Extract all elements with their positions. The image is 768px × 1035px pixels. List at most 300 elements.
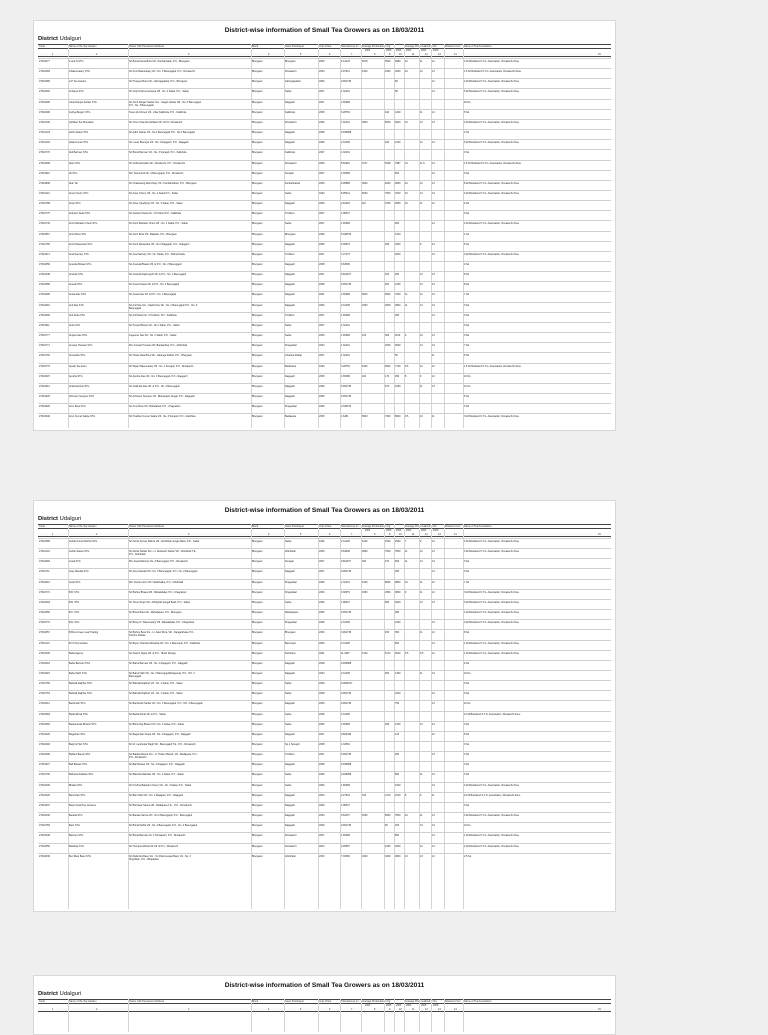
cell-code: 27010765 bbox=[39, 242, 50, 246]
cell-p3: 120 bbox=[395, 732, 400, 736]
cell-year: 2007 bbox=[319, 732, 325, 736]
cell-code: 27010925 bbox=[39, 394, 50, 398]
cell-p2: 2000 bbox=[385, 344, 391, 348]
year-sub-header: 2004 bbox=[406, 529, 412, 532]
cell-code: 27010749 bbox=[39, 222, 50, 226]
cell-gp: Sabai bbox=[285, 334, 292, 338]
cell-p3: 7000 bbox=[395, 293, 401, 297]
cell-owner-line-2: P.O - Dimakuchi bbox=[129, 756, 147, 760]
cell-r2: 9 bbox=[420, 374, 422, 378]
cell-gp: Timbbuti bbox=[285, 753, 295, 757]
column-header: Average Price realized in Rs. bbox=[405, 525, 438, 528]
cell-gp: Khagrabari bbox=[285, 590, 297, 594]
table-row bbox=[38, 99, 611, 107]
column-header: Block bbox=[252, 525, 259, 528]
cell-owner: Sri Badal Rimal Vill. & P.O - Sabai bbox=[129, 712, 166, 716]
cell-land: 1.32231 bbox=[341, 354, 350, 358]
column-header: Average Production in Kg bbox=[362, 45, 391, 48]
column-number: 7 bbox=[351, 53, 353, 56]
cell-name: Bagarhari STG bbox=[69, 732, 86, 736]
cell-assoc: 7 No bbox=[464, 293, 470, 297]
cell-gp: Rajagarh bbox=[285, 394, 295, 398]
year-sub-header: 2006 bbox=[433, 1004, 439, 1007]
column-header: Average Price realized in Rs. bbox=[405, 1000, 438, 1003]
cell-r2: 12 bbox=[420, 344, 423, 348]
cell-r3: 13 bbox=[432, 702, 435, 706]
cell-r1: 9 bbox=[405, 334, 407, 338]
cell-land: 3.63636 bbox=[341, 263, 350, 266]
cell-assoc: 3 No bbox=[464, 753, 470, 757]
cell-p1: 100 bbox=[362, 374, 367, 378]
cell-p2: 3750 bbox=[385, 202, 391, 206]
cell-name: Babulal Rajbhar STG bbox=[69, 682, 93, 686]
table-row bbox=[38, 660, 611, 668]
table-row bbox=[38, 599, 611, 607]
column-number: 1 bbox=[52, 53, 54, 56]
column-header: Gaon Panchayat bbox=[285, 45, 304, 48]
column-header: Name of Tea Association bbox=[464, 1000, 492, 1003]
cell-block: Bhergaon bbox=[252, 682, 263, 686]
cell-r3: 14 bbox=[432, 141, 435, 145]
column-header: Year of Est. bbox=[319, 525, 332, 528]
cell-name: Bagh & Hari STG bbox=[69, 743, 88, 746]
cell-block: Bhergaon bbox=[252, 110, 263, 114]
year-sub-header: 2005 bbox=[386, 49, 392, 52]
table-row bbox=[38, 853, 611, 861]
cell-owner: Sri Amrit Bora Vill - Balabari, P.O - Bhergaon bbox=[129, 232, 178, 236]
cell-land: 2.31405 bbox=[341, 303, 350, 307]
cell-p1: 2800 bbox=[362, 550, 368, 554]
cell-year: 2001 bbox=[319, 651, 325, 655]
cell-block: Bhergaon bbox=[252, 384, 263, 388]
cell-r1: 10 bbox=[405, 814, 408, 818]
cell-code: 27010012 bbox=[39, 702, 50, 706]
cell-block: Bhergaon bbox=[252, 803, 263, 807]
cell-code: 27010971 bbox=[39, 252, 50, 256]
cell-name: Babul Barman STG bbox=[69, 661, 91, 665]
column-number: 2 bbox=[96, 53, 98, 56]
cell-owner: Sri Amar Upadhyay Vill - No. 3 Sabai, P.O - Sabai bbox=[129, 202, 183, 206]
cell-gp: Rajagarh bbox=[285, 263, 295, 266]
table-row bbox=[38, 291, 611, 299]
cell-owner: Sri Ananda Rajbongshi Vill. & P.O - No. 2 Barengajuli bbox=[129, 273, 187, 277]
cell-assoc: 5 No bbox=[464, 242, 470, 246]
cell-r3: 13 bbox=[432, 90, 435, 94]
cell-p3: 250 bbox=[395, 313, 400, 317]
cell-code: 27010616 bbox=[39, 580, 50, 584]
cell-code: 27010695 bbox=[39, 293, 50, 297]
cell-p3: 7600 bbox=[395, 191, 401, 195]
cell-p2: 470 bbox=[385, 560, 390, 564]
cell-owner: Sri Babul Barman Vill - No. 2 Rajagarh, P.O - Rajagarh bbox=[129, 661, 188, 665]
table-row bbox=[38, 261, 611, 269]
table-row bbox=[38, 109, 611, 117]
cell-block: Bhergaon bbox=[252, 364, 263, 368]
cell-r2: 10 bbox=[420, 334, 423, 338]
column-number: 10 bbox=[399, 533, 402, 536]
cell-gp: Charsha Pathar bbox=[285, 354, 303, 358]
cell-gp: Rajagarh bbox=[285, 293, 295, 297]
cell-name: Aftab Kumar STG bbox=[69, 141, 89, 145]
cell-p1: 310 bbox=[362, 793, 367, 797]
cell-code: 27010657 bbox=[39, 631, 50, 635]
cell-code: 27010759 bbox=[39, 682, 50, 686]
column-number: 15 bbox=[598, 53, 601, 56]
cell-p3: 4850 bbox=[395, 202, 401, 206]
column-number: 11 bbox=[412, 533, 415, 536]
cell-land: 0.661157 bbox=[341, 560, 351, 564]
cell-block: Bhergaon bbox=[252, 354, 263, 358]
year-sub-header: 2004 bbox=[365, 49, 371, 52]
cell-year: 2005 bbox=[319, 550, 325, 554]
year-sub-header: 2006 bbox=[396, 49, 402, 52]
cell-assoc: 1.5 All Bodoland S.T.G. Association, Dimakuchi Zone bbox=[464, 161, 522, 165]
cell-block: Bhergaon bbox=[252, 344, 263, 348]
cell-code: 27010083 bbox=[39, 70, 50, 74]
column-header: Owner with Permanent Address bbox=[129, 1000, 165, 1003]
table-row bbox=[38, 670, 611, 678]
cell-r3: 12 bbox=[432, 732, 435, 736]
cell-land: 1.32231 bbox=[341, 323, 350, 327]
cell-year: 2007 bbox=[319, 753, 325, 757]
column-header: Average Production in Kg bbox=[362, 1000, 391, 1003]
table-row bbox=[38, 200, 611, 208]
cell-assoc: 3 All Bodoland S.T.G. Association, Dimakuchi Zone bbox=[464, 600, 520, 604]
cell-year: 1990 bbox=[319, 540, 325, 543]
cell-land: 1.98347 bbox=[341, 600, 350, 604]
cell-block: Bhergaon bbox=[252, 60, 263, 63]
cell-code: 27010912 bbox=[39, 384, 50, 388]
cell-land: 3.28752 bbox=[341, 364, 350, 368]
district-name: Udalguri bbox=[59, 516, 82, 522]
cell-name: Barman STG bbox=[69, 834, 84, 838]
table-row bbox=[38, 589, 611, 597]
cell-name: Asraf STG bbox=[69, 580, 81, 584]
cell-code: 27010696 bbox=[39, 313, 50, 317]
column-number: 11 bbox=[412, 53, 415, 56]
cell-assoc: 2 All Bodoland S.T.G. Association, Dimakuchi Zone bbox=[464, 120, 520, 124]
cell-p3: 4800 bbox=[395, 854, 401, 858]
cell-land: 3.30579 bbox=[341, 590, 350, 594]
cell-p2: 2000 bbox=[385, 540, 391, 543]
column-header: Average Production in Kg bbox=[362, 525, 391, 528]
cell-year: 2009 bbox=[319, 803, 325, 807]
cell-name: Bali Biswas STG bbox=[69, 763, 88, 767]
column-number: 10 bbox=[399, 53, 402, 56]
cell-name: Babul Nath STG bbox=[69, 671, 87, 675]
cell-r3: 13 bbox=[432, 344, 435, 348]
cell-owner: Sri Pradhan Kumar Saikia Vill - No. 3 Sonajuli, P.O - Kalikhola bbox=[129, 415, 196, 419]
cell-year: 2009 bbox=[319, 824, 325, 828]
cell-name: Arabinda Das STG bbox=[69, 384, 90, 388]
cell-assoc: 8 No bbox=[464, 283, 470, 287]
cell-block: Bhergaon bbox=[252, 753, 263, 757]
cell-name: Anjana Sas STG bbox=[69, 334, 88, 338]
table-row bbox=[38, 721, 611, 729]
cell-r3: 13 bbox=[432, 570, 435, 574]
cell-code: 27010694 bbox=[39, 560, 50, 564]
column-header: Code bbox=[39, 525, 45, 528]
cell-block: Bhergaon bbox=[252, 90, 263, 94]
cell-owner: Sri Okela Nara Bora Vill - Jabanga Pathar, P.O - Bhergaon bbox=[129, 354, 192, 358]
table-row bbox=[38, 210, 611, 218]
cell-assoc: 1 All Bodoland S.T.G. Association, Dimakuchi Zone bbox=[464, 641, 520, 645]
cell-p2: 7300 bbox=[385, 415, 391, 419]
column-header: Average Price realized in Rs. bbox=[405, 45, 438, 48]
cell-p2: 8050 bbox=[385, 580, 391, 584]
cell-year: 2006 bbox=[319, 600, 325, 604]
cell-code: 27010770 bbox=[39, 621, 50, 625]
cell-name: B.Ch Tea Garden bbox=[69, 641, 88, 645]
cell-p3: 600 bbox=[395, 560, 400, 564]
cell-year: 2006 bbox=[319, 590, 325, 594]
cell-r1: 10 bbox=[405, 60, 408, 63]
cell-block: Bhergaon bbox=[252, 550, 263, 554]
cell-owner: Sri Amar Chetry Vill - No. 2 Sabai P.O - Sabai bbox=[129, 191, 178, 195]
cell-p2: 6900 bbox=[385, 364, 391, 368]
cell-year: 2001 bbox=[319, 293, 325, 297]
cell-owner: Sri Bani Nath Vill - No. 2 Rajagarh, P.O - Rajagarh bbox=[129, 793, 184, 797]
cell-block: Bhergaon bbox=[252, 394, 263, 398]
cell-assoc: 4 No bbox=[464, 661, 470, 665]
cell-p2: 5170 bbox=[385, 651, 391, 655]
cell-name: A.P Tea Garden bbox=[69, 80, 87, 84]
district-line bbox=[38, 991, 81, 998]
cell-block: Bhergaon bbox=[252, 712, 263, 716]
cell-year: 2005 bbox=[319, 110, 325, 114]
column-number: 7 bbox=[351, 1008, 353, 1011]
cell-assoc: 8 No bbox=[464, 732, 470, 736]
table-row bbox=[38, 579, 611, 587]
cell-p2: 440 bbox=[385, 110, 390, 114]
cell-r3: 13 bbox=[432, 540, 435, 543]
cell-p3: 250 bbox=[395, 753, 400, 757]
cell-land: 2.31405 bbox=[341, 641, 350, 645]
cell-block: Bhergaon bbox=[252, 824, 263, 828]
year-sub-header: 2005 bbox=[421, 1004, 427, 1007]
table-row bbox=[38, 619, 611, 627]
cell-name: Bachinath STG bbox=[69, 702, 86, 706]
cell-land: 0.0661157 bbox=[341, 682, 353, 686]
column-number: 5 bbox=[300, 53, 302, 56]
cell-name: B.B. STG bbox=[69, 600, 80, 604]
cell-assoc: 3 No bbox=[464, 743, 470, 746]
cell-block: Bhergaon bbox=[252, 151, 263, 155]
sheet-page-2 bbox=[33, 500, 616, 912]
cell-land: 0.991736 bbox=[341, 824, 352, 828]
cell-gp: Sabai bbox=[285, 90, 292, 94]
column-header: Total land as on ... bbox=[341, 1000, 362, 1003]
cell-r2: 12 bbox=[420, 293, 423, 297]
cell-r3: 13 bbox=[432, 773, 435, 777]
cell-land: 4.13123 bbox=[341, 60, 350, 63]
cell-assoc: 10 No bbox=[464, 384, 471, 388]
cell-r3: 13 bbox=[432, 550, 435, 554]
table-row bbox=[38, 332, 611, 340]
cell-assoc: 3 All Bodoland S.T.G. Association, Dimakuchi Zone bbox=[464, 191, 520, 195]
cell-p1: 3000 bbox=[362, 181, 368, 185]
cell-name: Anita STG bbox=[69, 323, 81, 327]
cell-code: 27010077 bbox=[39, 60, 50, 63]
cell-gp: Sonajuli bbox=[285, 560, 294, 564]
column-number: 13 bbox=[438, 533, 441, 536]
column-header: Gaon Panchayat bbox=[285, 525, 304, 528]
cell-p3: 7987 bbox=[395, 161, 401, 165]
cell-owner: Sri Bishnu Bora S/o - Lt. Adeir Bora, Vill - Dangarkhata, P.O - bbox=[129, 631, 195, 635]
cell-r3: 13 bbox=[432, 161, 435, 165]
cell-assoc: 1.5 All Bodoland S.T.G. Association, Dimakuchi Zone bbox=[464, 364, 522, 368]
cell-assoc: 2 All Bodoland S.T.G. Association, Dimakuchi Zone bbox=[464, 222, 520, 226]
cell-land: 3.28752 bbox=[341, 110, 350, 114]
cell-r1: 11 bbox=[405, 560, 408, 564]
cell-owner: Sri Binod Bara Vill - Mahalapara, P.O - Bhergaon bbox=[129, 611, 182, 615]
table-row bbox=[38, 680, 611, 688]
cell-land: 0.495868 bbox=[341, 131, 352, 135]
cell-owner: Sri Pranjeet Bora Vill - Jaborgapathar, P.O - Bhergaon bbox=[129, 80, 188, 84]
cell-name: Anandi STG bbox=[69, 283, 83, 287]
cell-code: 27010656 bbox=[39, 611, 50, 615]
cell-year: 2008 bbox=[319, 661, 325, 665]
table-row bbox=[38, 640, 611, 648]
cell-p2: 440 bbox=[385, 141, 390, 145]
cell-block: Bhergaon bbox=[252, 161, 263, 165]
cell-year: 2007 bbox=[319, 222, 325, 226]
cell-name: Ashiya Begum STG bbox=[69, 110, 91, 114]
cell-land: 3.63157 bbox=[341, 814, 350, 818]
cell-gp: Rajagarh bbox=[285, 702, 295, 706]
cell-owner: Sri Anil Das S/o - Satish Das Vill - No. 2 Barengajuli P.O - No. 3 bbox=[129, 303, 198, 307]
cell-year: 2007 bbox=[319, 834, 325, 838]
cell-r3: 13 bbox=[432, 600, 435, 604]
cell-name: Baldew Banek STG bbox=[69, 753, 91, 757]
cell-gp: Rajagarh bbox=[285, 814, 295, 818]
column-divider bbox=[463, 999, 464, 1032]
cell-p1: 6000 bbox=[362, 293, 368, 297]
cell-owner: Sri Amrit Bahadur Chetri Vill - No. 1 Sabai, P.O - Sabai bbox=[129, 222, 188, 226]
cell-assoc: 8 All Bodoland S.T.G. Association, Dimakuchi Zone bbox=[464, 181, 520, 185]
cell-block: Bhergaon bbox=[252, 191, 263, 195]
cell-block: Bhergaon bbox=[252, 651, 263, 655]
cell-owner: Sri Lucas Bhengra Vill - No. 2 Rajagarh, P.O - Rajagarh bbox=[129, 141, 189, 145]
cell-p1: 2000 bbox=[362, 303, 368, 307]
cell-p3: 8000 bbox=[395, 415, 401, 419]
cell-name: Anuradha STG bbox=[69, 354, 86, 358]
cell-gp: Rajagarh bbox=[285, 242, 295, 246]
cell-r3: 14 bbox=[432, 242, 435, 246]
column-divider bbox=[68, 999, 69, 1032]
cell-year: 2009 bbox=[319, 682, 325, 686]
cell-block: Bhergaon bbox=[252, 834, 263, 838]
cell-land: 3.30579 bbox=[341, 242, 350, 246]
cell-r3: 13 bbox=[432, 671, 435, 675]
cell-block: Bhergaon bbox=[252, 661, 263, 665]
cell-p3: 50 bbox=[395, 354, 398, 358]
cell-code: 27010113 bbox=[39, 191, 50, 195]
cell-gp: Panbahirabari bbox=[285, 181, 301, 185]
table-row bbox=[38, 731, 611, 739]
cell-code: 27010029 bbox=[39, 793, 50, 797]
cell-assoc: 10 No bbox=[464, 374, 471, 378]
cell-land: 1.65289 bbox=[341, 313, 350, 317]
cell-land: 2.31405 bbox=[341, 141, 350, 145]
cell-name: Bani Nath STG bbox=[69, 793, 86, 797]
cell-p1: 200 bbox=[362, 560, 367, 564]
cell-owner: Md. Samsul Ali No. 3 Barengajuli, P.O - Dimakuchi bbox=[129, 171, 184, 175]
cell-land: 1.65289 bbox=[341, 100, 350, 104]
cell-r2: 11 bbox=[420, 202, 423, 206]
cell-code: 27010103 bbox=[39, 131, 50, 135]
cell-block: Bhergaon bbox=[252, 722, 263, 726]
cell-code: 27010911 bbox=[39, 323, 50, 327]
cell-p3: 350 bbox=[395, 631, 400, 635]
cell-r3: 13 bbox=[432, 783, 435, 787]
column-number: 14 bbox=[454, 533, 457, 536]
cell-code: 27010039 bbox=[39, 783, 50, 787]
cell-owner: Sri Apurba Das Vill - No. 2 Barengajuli, P.O - Rajagarh bbox=[129, 374, 188, 378]
cell-code: 27010693 bbox=[39, 600, 50, 604]
cell-block: Bhergaon bbox=[252, 773, 263, 777]
cell-r2: 12 bbox=[420, 141, 423, 145]
cell-gp: Bhergaon bbox=[285, 631, 296, 635]
cell-assoc: 4 All Bodoland S.T.G. Association, Dimakuchi Zone bbox=[464, 540, 520, 543]
cell-gp: Rajagarh bbox=[285, 374, 295, 378]
cell-assoc: 3 No bbox=[464, 692, 470, 696]
cell-assoc: 3 No bbox=[464, 570, 470, 574]
cell-owner: Sri Gopi Krishna Acharya Vill - No. 2 Sabai, P.O - Sabai bbox=[129, 90, 189, 94]
cell-block: Bhergaon bbox=[252, 621, 263, 625]
cell-r3: 12 bbox=[432, 202, 435, 206]
table-row bbox=[38, 312, 611, 320]
cell-name: Amrit Mewandar STG bbox=[69, 242, 93, 246]
year-sub-header: 2005 bbox=[386, 529, 392, 532]
table-row bbox=[38, 88, 611, 96]
cell-code: 27010005 bbox=[39, 651, 50, 655]
cell-assoc: 10 No bbox=[464, 671, 471, 675]
cell-r3: 11 bbox=[432, 415, 435, 419]
cell-p3: 1200 bbox=[395, 110, 401, 114]
cell-block: Bhergaon bbox=[252, 743, 263, 746]
cell-r2: 12 bbox=[420, 560, 423, 564]
column-number: 9 bbox=[389, 1008, 391, 1011]
cell-gp: Sabai bbox=[285, 682, 292, 686]
cell-block: Bhergaon bbox=[252, 560, 263, 564]
column-number: 3 bbox=[188, 533, 190, 536]
cell-year: 2005 bbox=[319, 580, 325, 584]
cell-r3: 13 bbox=[432, 283, 435, 287]
cell-p3: 3200 bbox=[395, 70, 401, 74]
cell-p3: 3000 bbox=[395, 344, 401, 348]
cell-name: Amrit Bora STG bbox=[69, 232, 87, 236]
cell-name: Amar Chetry STG bbox=[69, 191, 89, 195]
cell-assoc: 3 No bbox=[464, 763, 470, 767]
cell-r1: 10 bbox=[405, 202, 408, 206]
cell-name: Alam STG bbox=[69, 161, 81, 165]
cell-code: 27010637 bbox=[39, 803, 50, 807]
column-divider bbox=[394, 999, 395, 1032]
cell-r2: 12 bbox=[420, 120, 423, 124]
cell-owner-line-2: Barengajuli bbox=[129, 674, 142, 678]
cell-assoc: 3 All Bodoland S.T.G. Association, Dimakuchi Zone bbox=[464, 415, 520, 419]
cell-land: 0.991736 bbox=[341, 631, 352, 635]
cell-p2: 170 bbox=[385, 374, 390, 378]
column-number: 12 bbox=[425, 53, 428, 56]
column-header: Code bbox=[39, 45, 45, 48]
table-row bbox=[38, 139, 611, 147]
cell-gp: Rajagarh bbox=[285, 283, 295, 287]
table-row bbox=[38, 119, 611, 127]
district-label: District bbox=[38, 36, 58, 42]
column-header: Name of Tea Association bbox=[464, 45, 492, 48]
